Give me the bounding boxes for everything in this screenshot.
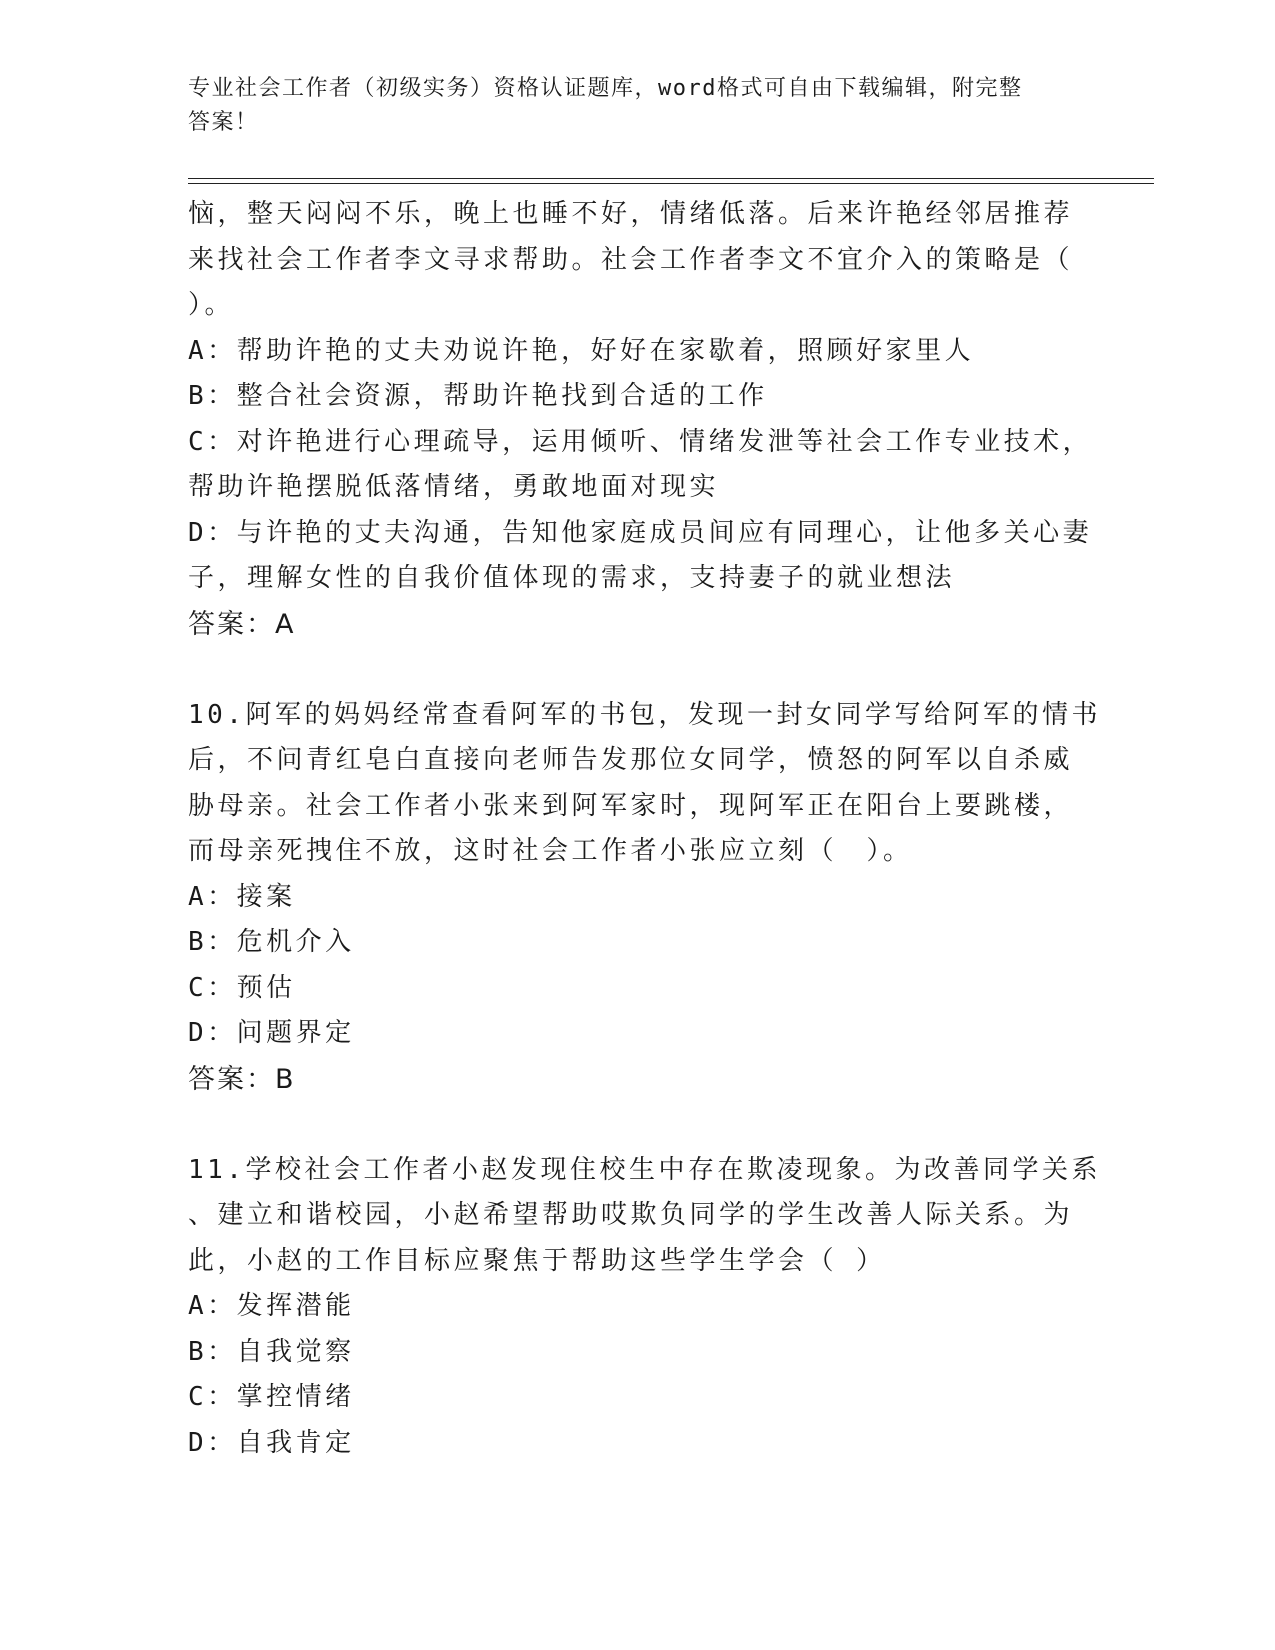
option-a: A：接案 — [188, 881, 296, 912]
question-11 — [188, 1148, 1101, 1467]
question-stem-line: 后，不问青红皂白直接向老师告发那位女同学，愤怒的阿军以自杀威 — [188, 745, 1074, 775]
header-line-2: 答案！ — [188, 110, 259, 135]
option-d: D：自我肯定 — [188, 1427, 355, 1458]
question-10 — [188, 693, 1101, 1103]
question-stem-line: 来找社会工作者李文寻求帮助。社会工作者李文不宜介入的策略是（ — [188, 244, 1074, 275]
option-b: B：整合社会资源，帮助许艳找到合适的工作 — [188, 381, 768, 411]
spacer — [188, 1102, 1068, 1148]
option-d: D：与许艳的丈夫沟通，告知他家庭成员间应有同理心，让他多关心妻 — [188, 517, 1093, 548]
question-stem-line: 、建立和谐校园，小赵希望帮助哎欺负同学的学生改善人际关系。为 — [188, 1200, 1074, 1230]
question-stem-line: 10.阿军的妈妈经常查看阿军的书包，发现一封女同学写给阿军的情书 — [188, 699, 1101, 730]
question-stem-line: ）。 — [188, 290, 235, 320]
question-stem-line: 而母亲死拽住不放，这时社会工作者小张应立刻（ ）。 — [188, 836, 913, 866]
question-stem-line: 恼，整天闷闷不乐，晚上也睡不好，情绪低落。后来许艳经邻居推荐 — [188, 199, 1074, 229]
header-divider-bottom — [188, 183, 1154, 184]
question-content — [188, 192, 1101, 1466]
page-header — [188, 72, 1068, 140]
option-c: C：对许艳进行心理疏导，运用倾听、情绪发泄等社会工作专业技术， — [188, 426, 1093, 457]
option-b: B：危机介入 — [188, 927, 355, 957]
question-9 — [188, 192, 1093, 647]
question-stem-line: 胁母亲。社会工作者小张来到阿军家时，现阿军正在阳台上要跳楼， — [188, 790, 1074, 821]
option-c-continued: 帮助许艳摆脱低落情绪，勇敢地面对现实 — [188, 472, 720, 502]
header-divider-top — [188, 178, 1154, 179]
question-stem-line: 11.学校社会工作者小赵发现住校生中存在欺凌现象。为改善同学关系 — [188, 1154, 1101, 1185]
header-line-1: 专业社会工作者（初级实务）资格认证题库，word格式可自由下载编辑，附完整 — [188, 76, 1023, 101]
answer-label: 答案：B — [188, 1063, 296, 1095]
option-b: B：自我觉察 — [188, 1336, 355, 1367]
spacer — [188, 647, 1068, 693]
option-c: C：掌控情绪 — [188, 1382, 355, 1412]
answer-label: 答案：A — [188, 608, 296, 640]
option-d-continued: 子，理解女性的自我价值体现的需求，支持妻子的就业想法 — [188, 563, 956, 593]
option-a: A：帮助许艳的丈夫劝说许艳，好好在家歇着，照顾好家里人 — [188, 335, 975, 366]
option-a: A：发挥潜能 — [188, 1291, 355, 1321]
option-d: D：问题界定 — [188, 1018, 355, 1048]
option-c: C：预估 — [188, 972, 296, 1003]
question-stem-line: 此，小赵的工作目标应聚焦于帮助这些学生学会（ ） — [188, 1245, 886, 1276]
